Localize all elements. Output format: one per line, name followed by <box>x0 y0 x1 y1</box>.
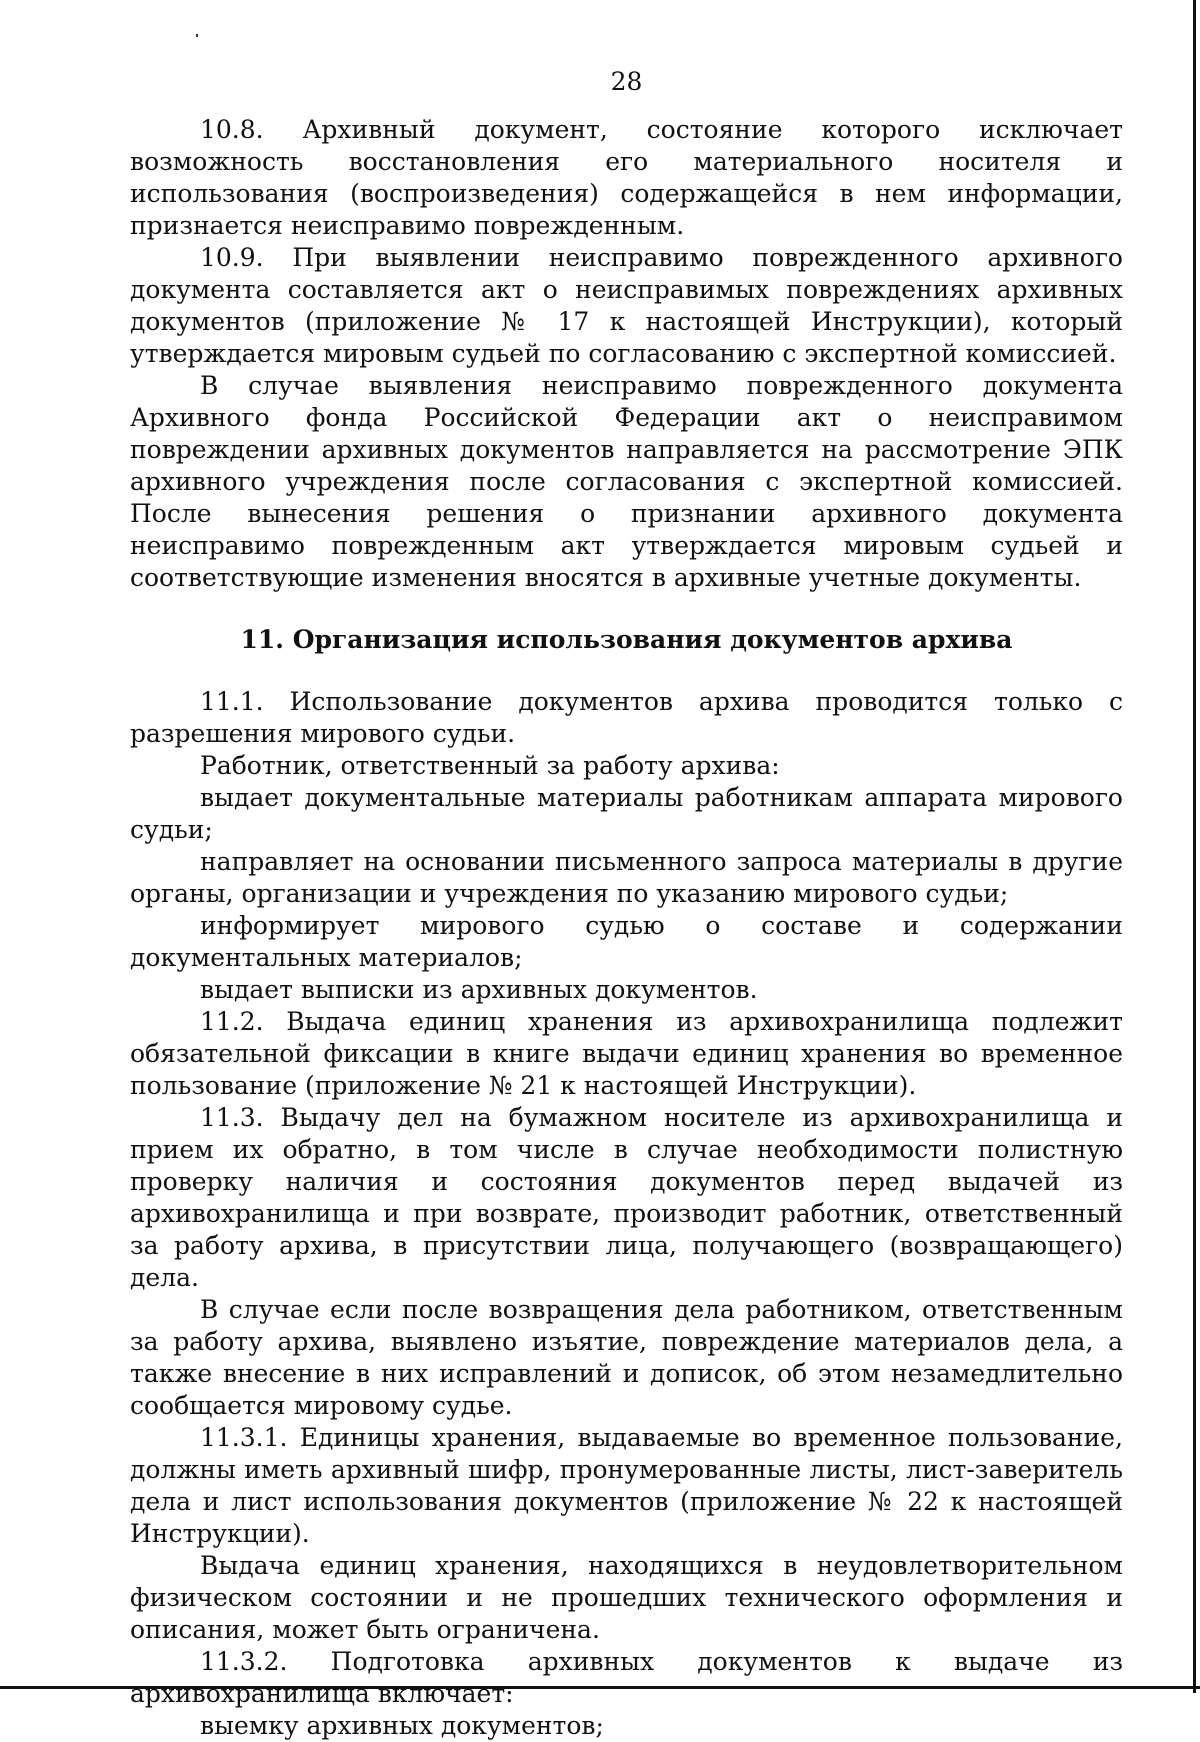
paragraph-11-3-2: 11.3.2. Подготовка архивных документов к выдаче из архивохранилища включает: <box>130 1647 1123 1708</box>
paragraph-11-3-continued: В случае если после возвращения дела работником, ответственным за работу архива, выявлено изъятие, повреждение материалов дела, а также внесение в них исправлений и дописок, об этом незамедлительно сообщается мировому судье. <box>130 1295 1123 1420</box>
page-content <box>130 62 1123 1742</box>
paragraph-11-3-1: 11.3.1. Единицы хранения, выдаваемые во временное пользование, должны иметь архивный шифр, пронумерованные листы, лист-заверитель дела и лист использования документов (приложение № 22 к настоящей Инструкции). <box>130 1423 1123 1548</box>
paragraph-10-9-continued: В случае выявления неисправимо поврежденного документа Архивного фонда Российской Федерации акт о неисправимом повреждении архивных документов направляется на рассмотрение ЭПК архивного учреждения после согласования с экспертной комиссией. После вынесения решения о признании архивного документа неисправимо поврежденным акт утверждается мировым судьей и соответствующие изменения вносятся в архивные учетные документы. <box>130 371 1123 592</box>
paragraph-10-9: 10.9. При выявлении неисправимо поврежденного архивного документа составляется акт о неисправимых повреждениях архивных документов (приложение № 17 к настоящей Инструкции), который утверждается мировым судьей по согласованию с экспертной комиссией. <box>130 243 1123 368</box>
paragraph-duty-issue-extracts: выдает выписки из архивных документов. <box>200 975 758 1004</box>
scan-border-right <box>1193 0 1196 1693</box>
section-11-heading: 11. Организация использования документов архива <box>240 625 1013 654</box>
paragraph-duty-issue-materials: выдает документальные материалы работникам аппарата мирового судьи; <box>130 783 1123 844</box>
page-number: 28 <box>610 67 643 96</box>
paragraph-duty-inform-judge: информирует мирового судью о составе и содержании документальных материалов; <box>130 911 1123 972</box>
paragraph-11-3: 11.3. Выдачу дел на бумажном носителе из архивохранилища и прием их обратно, в том числе в случае необходимости полистную проверку наличия и состояния документов перед выдачей из архивохранилища и при возврате, производит работник, ответственный за работу архива, в присутствии лица, получающего (возвращающего) дела. <box>130 1103 1123 1292</box>
paragraph-11-2: 11.2. Выдача единиц хранения из архивохранилища подлежит обязательной фиксации в книге выдачи единиц хранения во временное пользование (приложение № 21 к настоящей Инструкции). <box>130 1007 1123 1100</box>
paragraph-duty-send-materials: направляет на основании письменного запроса материалы в другие органы, организации и учреждения по указанию мирового судьи; <box>130 847 1123 908</box>
paragraph-11-3-1-continued: Выдача единиц хранения, находящихся в неудовлетворительном физическом состоянии и не прошедших технического оформления и описания, может быть ограничена. <box>130 1551 1123 1644</box>
paragraph-archive-worker: Работник, ответственный за работу архива: <box>200 751 780 780</box>
paragraph-11-1: 11.1. Использование документов архива проводится только с разрешения мирового судьи. <box>130 687 1123 748</box>
paragraph-10-8: 10.8. Архивный документ, состояние которого исключает возможность восстановления его материального носителя и использования (воспроизведения) содержащейся в нем информации, признается неисправимо поврежденным. <box>130 115 1123 240</box>
paragraph-11-3-2-item: выемку архивных документов; <box>200 1711 604 1740</box>
scan-speck <box>196 34 198 37</box>
